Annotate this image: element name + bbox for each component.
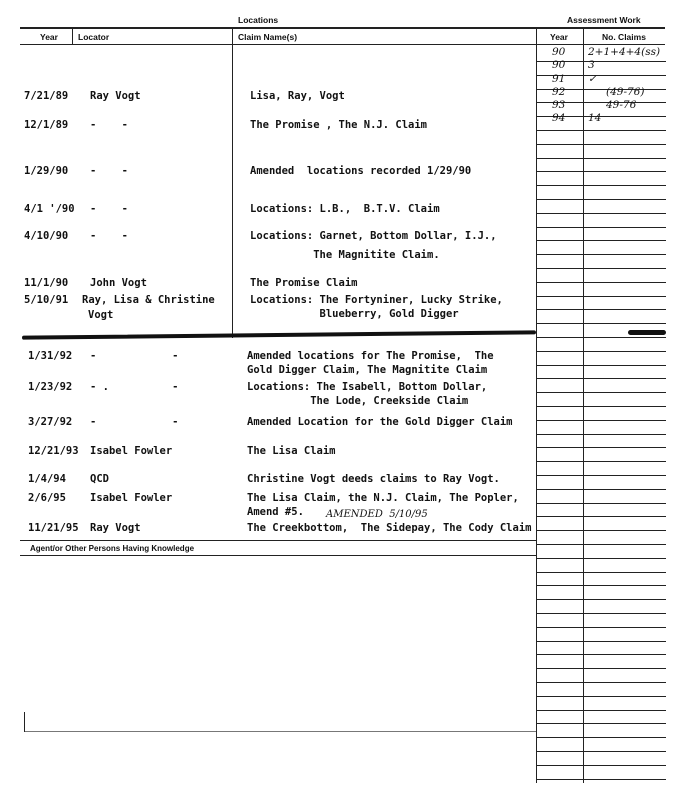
entry-locator: - - (90, 165, 128, 177)
ledger-rule (536, 406, 666, 407)
entry-locator: - - (90, 203, 128, 215)
entry-claim-names: Locations: L.B., B.T.V. Claim (250, 203, 440, 215)
column-header-no-claims: No. Claims (602, 32, 646, 42)
ledger-rule (536, 544, 666, 545)
assessment-claims: 49-76 (606, 99, 637, 111)
entry-locator: - - (90, 230, 128, 242)
column-header-year: Year (40, 32, 58, 42)
entry-year: 11/21/95 (28, 522, 79, 534)
ledger-rule (536, 158, 666, 159)
ledger-rule (536, 185, 666, 186)
ledger-rule (536, 130, 666, 131)
entry-year: 11/1/90 (24, 277, 69, 289)
ledger-rule (536, 420, 666, 421)
assessment-work-header: Assessment Work (567, 15, 641, 25)
column-header-locator: Locator (78, 32, 110, 42)
entry-year: 1/29/90 (24, 165, 69, 177)
entry-year: 3/27/92 (28, 416, 73, 428)
ledger-rule (536, 737, 666, 738)
ledger-rule (536, 779, 666, 780)
ledger-rule (536, 475, 666, 476)
ledger-rule (536, 558, 666, 559)
entry-claim-names: The Promise , The N.J. Claim (250, 119, 428, 131)
assessment-claims: (49-76) (606, 86, 645, 98)
ledger-rule (536, 765, 666, 766)
entry-claim-names: The Lisa Claim, the N.J. Claim, The Popler, (247, 492, 519, 504)
entry-locator: John Vogt (90, 277, 147, 289)
ledger-rule (536, 696, 666, 697)
ledger-rule (536, 461, 666, 462)
entry-locator: Ray Vogt (90, 90, 141, 102)
ledger-rule (536, 240, 666, 241)
entry-claim-names: Christine Vogt deeds claims to Ray Vogt. (247, 473, 500, 485)
ledger-rule (536, 503, 666, 504)
ledger-rule (536, 323, 666, 324)
entry-year: 2/6/95 (28, 492, 66, 504)
entry-locator: QCD (90, 473, 109, 485)
entry-locator: - . - (90, 381, 179, 393)
ledger-rule (536, 351, 666, 352)
entry-locator: Ray Vogt (90, 522, 141, 534)
entry-claim-names-line2: The Magnitite Claim. (250, 249, 440, 261)
ledger-rule (536, 585, 666, 586)
entry-year: 1/31/92 (28, 350, 73, 362)
ledger-rule (536, 654, 666, 655)
ledger-rule (536, 641, 666, 642)
entry-claim-names-line2: Blueberry, Gold Digger (250, 308, 459, 320)
section-divider (22, 330, 536, 339)
entry-claim-names-line2: The Lode, Creekside Claim (247, 395, 469, 407)
ledger-rule (536, 489, 666, 490)
ledger-rule (536, 337, 666, 338)
ledger-rule (536, 171, 666, 172)
ledger-rule (536, 378, 666, 379)
entry-claim-names: Lisa, Ray, Vogt (250, 90, 345, 102)
ledger-rule (536, 613, 666, 614)
assessment-claims: 14 (588, 112, 602, 124)
assessment-claims: 3 (588, 59, 595, 71)
entry-claim-names: The Creekbottom, The Sidepay, The Cody Claim (247, 522, 532, 534)
assessment-claims: 2+1+4+4(ss) (588, 46, 661, 58)
agent-label: Agent/or Other Persons Having Knowledge (30, 544, 195, 553)
entry-locator: - - (90, 416, 179, 428)
ledger-rule (536, 530, 666, 531)
entry-year: 1/4/94 (28, 473, 66, 485)
ledger-rule (536, 434, 666, 435)
entry-locator-line2: Vogt (88, 309, 114, 321)
entry-claim-names: Locations: The Isabell, Bottom Dollar, (247, 381, 488, 393)
entry-claim-names: Amended Location for the Gold Digger Claim (247, 416, 513, 428)
ledger-rule (536, 710, 666, 711)
ledger-rule (536, 392, 666, 393)
ledger-rule (536, 682, 666, 683)
entry-claim-names: Amended locations recorded 1/29/90 (250, 165, 472, 177)
assessment-year: 92 (552, 86, 566, 98)
ledger-rule (536, 227, 666, 228)
ledger-rule (536, 213, 666, 214)
entry-year: 4/1 '/90 (24, 203, 75, 215)
entry-claim-names-line2: Gold Digger Claim, The Magnitite Claim (247, 364, 488, 376)
entry-locator: - - (90, 350, 179, 362)
entry-locator: Isabel Fowler (90, 492, 173, 504)
assessment-year: 93 (552, 99, 566, 111)
entry-claim-names: The Promise Claim (250, 277, 358, 289)
assessment-year: 91 (552, 73, 566, 85)
locations-header: Locations (238, 15, 279, 25)
ledger-rule (536, 751, 666, 752)
entry-year: 1/23/92 (28, 381, 73, 393)
ledger-rule (536, 668, 666, 669)
ledger-rule (536, 365, 666, 366)
ledger-rule (536, 309, 666, 310)
ledger-rule (536, 723, 666, 724)
entry-year: 12/1/89 (24, 119, 69, 131)
ledger-rule (536, 144, 666, 145)
entry-claim-names: The Lisa Claim (247, 445, 336, 457)
assessment-year: 90 (552, 46, 566, 58)
entry-locator: - - (90, 119, 128, 131)
entry-claim-names: Locations: Garnet, Bottom Dollar, I.J., (250, 230, 497, 242)
ledger-rule (536, 254, 666, 255)
ledger-rule (536, 627, 666, 628)
entry-claim-names: Amended locations for The Promise, The (247, 350, 494, 362)
entry-year: 5/10/91 (24, 294, 69, 306)
column-header-claim-names: Claim Name(s) (238, 32, 298, 42)
ledger-rule (536, 516, 666, 517)
column-header-aw-year: Year (550, 32, 568, 42)
entry-year: 12/21/93 (28, 445, 79, 457)
entry-year: 4/10/90 (24, 230, 69, 242)
ledger-rule (536, 447, 666, 448)
ledger-rule (536, 282, 666, 283)
entry-claim-names-line2: Amend #5. (247, 506, 304, 518)
entry-locator: Ray, Lisa & Christine (82, 294, 215, 306)
ledger-rule (536, 599, 666, 600)
entry-claim-names: Locations: The Fortyniner, Lucky Strike, (250, 294, 503, 306)
assessment-year: 94 (552, 112, 566, 124)
ledger-rule (536, 296, 666, 297)
ledger-rule (536, 268, 666, 269)
ledger-rule (536, 572, 666, 573)
assessment-year: 90 (552, 59, 566, 71)
entry-year: 7/21/89 (24, 90, 69, 102)
handwritten-amend-note: AMENDED 5/10/95 (326, 509, 428, 520)
ledger-rule (536, 199, 666, 200)
entry-locator: Isabel Fowler (90, 445, 173, 457)
assessment-claims: ✓ (588, 73, 597, 85)
